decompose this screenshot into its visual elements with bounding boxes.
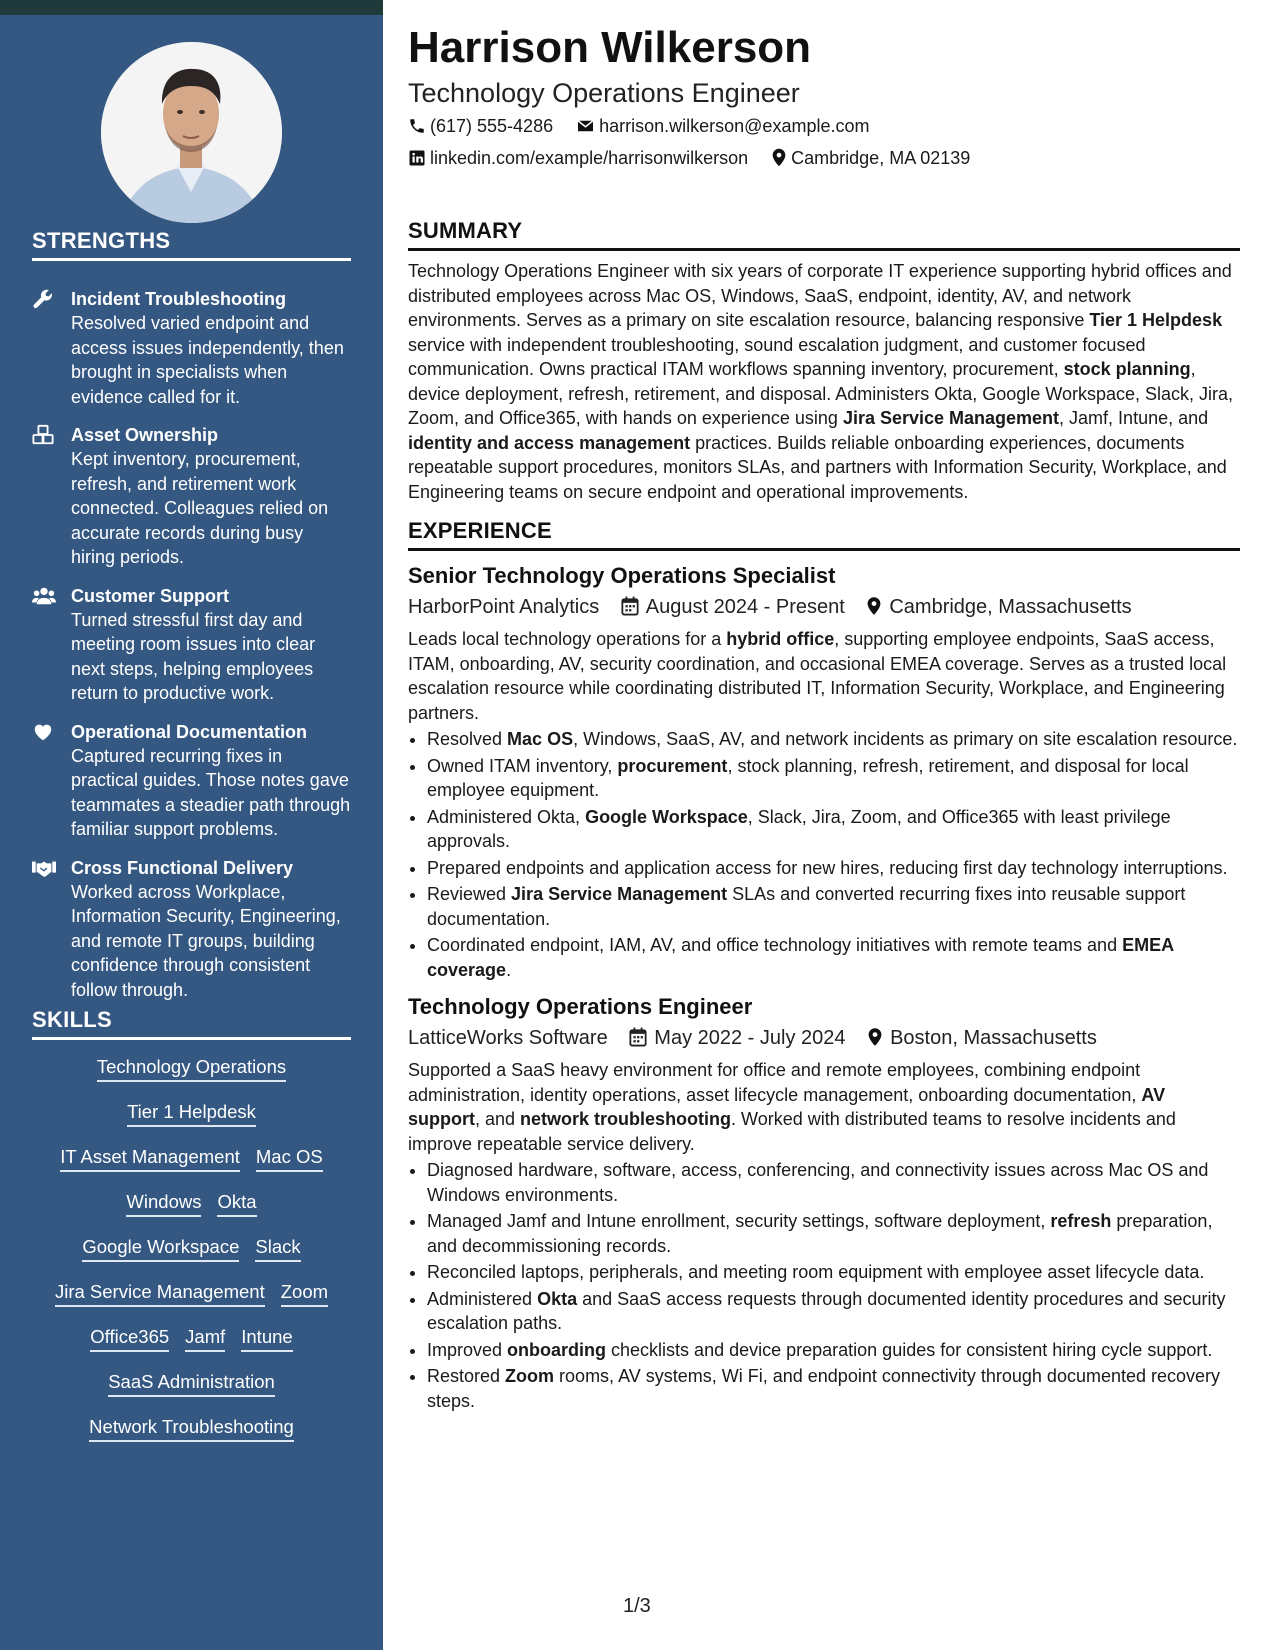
job-intro <box>408 627 1240 725</box>
phone-contact[interactable] <box>408 110 553 142</box>
skills-list <box>32 1056 351 1461</box>
text-segment: Supported a SaaS heavy environment for office and remote employees, combining endpoint administration, identity operations, asset lifecycle management, onboarding documentation, <box>408 1060 1142 1105</box>
text-segment: Administered <box>427 1288 538 1309</box>
strengths-list <box>32 287 352 1016</box>
contact-row-1 <box>408 110 1240 142</box>
text-segment: Managed Jamf and Intune enrollment, security settings, software deployment, <box>427 1211 1051 1231</box>
envelope-icon <box>576 117 595 135</box>
phone-text: (617) 555-4286 <box>430 116 554 136</box>
text-segment: and SaaS access requests through documented identity procedures and security escalation paths. <box>427 1288 1226 1333</box>
contact-row-2 <box>408 142 1240 174</box>
company-name: HarborPoint Analytics <box>408 596 600 618</box>
bullet-item <box>427 754 1240 803</box>
strength-title: Operational Documentation <box>71 721 308 742</box>
experience-heading: EXPERIENCE <box>408 518 1240 551</box>
calendar-icon <box>629 1027 647 1047</box>
job-dates <box>621 596 845 618</box>
emphasis-text: stock planning <box>1063 359 1191 379</box>
linkedin-icon <box>408 149 426 167</box>
text-segment: . <box>506 959 512 980</box>
skill-tag: Okta <box>217 1191 256 1217</box>
text-segment: rooms, AV systems, Wi Fi, and endpoint connectivity through documented recovery steps. <box>427 1366 1221 1411</box>
emphasis-text: identity and access management <box>408 432 691 453</box>
job-title: Senior Technology Operations Specialist <box>408 563 836 588</box>
summary-heading: SUMMARY <box>408 218 1240 251</box>
job-entry <box>408 561 1240 982</box>
strength-desc: Worked across Workplace, Information Security, Engineering, and remote IT groups, building confidence through consistent follow through. <box>71 881 341 1000</box>
skill-tag: Office365 <box>90 1326 169 1352</box>
strength-desc: Kept inventory, procurement, refresh, and retirement work connected. Colleagues relied on accurate records during busy hiring periods. <box>71 449 329 567</box>
map-pin-icon <box>866 596 882 616</box>
summary-text <box>408 259 1240 504</box>
job-bullets <box>408 727 1240 982</box>
wrench-icon <box>32 288 56 310</box>
bullet-item <box>427 1364 1240 1413</box>
job-dates <box>629 1027 845 1049</box>
job-location <box>866 596 1131 618</box>
emphasis-text: Okta <box>537 1288 578 1309</box>
strength-item <box>32 423 352 570</box>
strength-item <box>32 720 352 842</box>
location-text: Cambridge, MA 02139 <box>791 148 971 168</box>
phone-icon <box>408 117 426 135</box>
skill-tag: Slack <box>255 1236 300 1262</box>
skill-tag: Windows <box>126 1191 201 1217</box>
text-segment: , Windows, SaaS, AV, and network incidents as primary on site escalation resource. <box>573 729 1238 749</box>
skills-heading: SKILLS <box>32 1007 351 1040</box>
job-meta <box>408 591 1240 623</box>
text-segment: , and <box>475 1109 521 1129</box>
job-intro <box>408 1058 1240 1156</box>
emphasis-text: refresh <box>1050 1211 1112 1231</box>
text-segment: Diagnosed hardware, software, access, conferencing, and connectivity issues across Mac OS and Windows environments. <box>427 1160 1209 1205</box>
strength-item <box>32 287 352 409</box>
bullet-item <box>427 1260 1240 1285</box>
emphasis-text: Jira Service Management <box>842 408 1060 428</box>
text-segment: Resolved <box>427 729 508 749</box>
text-segment: Reconciled laptops, peripherals, and meeting room equipment with employee asset lifecycle data. <box>427 1262 1205 1282</box>
sidebar-top-band <box>0 0 383 15</box>
bullet-item <box>427 1287 1240 1336</box>
text-segment: , Jamf, Intune, and <box>1059 408 1209 428</box>
strength-item <box>32 584 352 706</box>
map-pin-icon <box>771 148 787 167</box>
text-segment: Administered Okta, <box>427 806 586 827</box>
skill-tag: Jamf <box>185 1326 225 1352</box>
text-segment: checklists and device preparation guides for consistent hiring cycle support. <box>606 1339 1213 1360</box>
strength-item <box>32 856 352 1003</box>
strength-title: Cross Functional Delivery <box>71 857 294 878</box>
skill-tag: Zoom <box>281 1281 328 1307</box>
bullet-item <box>427 1209 1240 1258</box>
emphasis-text: Jira Service Management <box>511 884 728 904</box>
text-segment: . Worked with distributed teams to resolve incidents and improve repeatable service delivery. <box>408 1109 1176 1154</box>
text-segment: , supporting employee endpoints, SaaS access, ITAM, onboarding, AV, security coordination, and occasional EMEA coverage. Serves as a trusted local escalation resource while coordinating distributed IT, Information Security, Workplace, and Engineering partners. <box>408 629 1227 723</box>
location-contact <box>771 142 970 174</box>
job-title: Technology Operations Engineer <box>408 994 753 1019</box>
profile-photo <box>101 42 282 223</box>
text-segment: , stock planning, refresh, retirement, and disposal for local employee equipment. <box>427 755 1189 800</box>
job-location-text: Cambridge, Massachusetts <box>889 596 1132 618</box>
strength-desc: Captured recurring fixes in practical guides. Those notes gave teammates a steadier path through familiar support problems. <box>71 745 351 839</box>
bullet-item <box>427 933 1240 982</box>
job-entry <box>408 992 1240 1413</box>
skill-tag: Intune <box>241 1326 292 1352</box>
strength-title: Asset Ownership <box>71 425 219 445</box>
emphasis-text: EMEA coverage <box>427 935 1174 980</box>
bullet-item <box>427 1338 1240 1363</box>
text-segment: Improved <box>427 1339 508 1360</box>
emphasis-text: Mac OS <box>507 729 574 749</box>
page-number: 1/3 <box>623 1595 651 1617</box>
calendar-icon <box>621 596 639 616</box>
skill-tag: IT Asset Management <box>60 1146 240 1172</box>
emphasis-text: Google Workspace <box>585 806 748 827</box>
strength-desc: Resolved varied endpoint and access issues independently, then brought in specialists when evidence called for it. <box>71 313 344 407</box>
emphasis-text: Zoom <box>505 1366 555 1386</box>
text-segment: Owned ITAM inventory, <box>427 755 618 776</box>
text-segment: , Slack, Jira, Zoom, and Office365 with least privilege approvals. <box>427 806 1171 851</box>
linkedin-contact[interactable] <box>408 142 748 174</box>
bullet-item <box>427 856 1240 881</box>
text-segment: Reviewed <box>427 884 512 904</box>
job-dates-text: May 2022 - July 2024 <box>654 1027 846 1049</box>
handshake-icon <box>32 857 56 879</box>
bullet-item <box>427 727 1240 752</box>
job-bullets <box>408 1158 1240 1413</box>
skill-tag: Technology Operations <box>97 1056 286 1082</box>
main-content <box>408 20 1240 1415</box>
strength-desc: Turned stressful first day and meeting room issues into clear next steps, helping employees return to productive work. <box>71 609 316 703</box>
job-meta <box>408 1022 1240 1054</box>
candidate-name: Harrison Wilkerson <box>408 23 812 72</box>
company-name: LatticeWorks Software <box>408 1027 608 1049</box>
text-segment: Coordinated endpoint, IAM, AV, and office technology initiatives with remote teams and <box>427 935 1123 955</box>
strengths-heading: STRENGTHS <box>32 228 351 261</box>
skill-tag: Mac OS <box>256 1146 323 1172</box>
job-dates-text: August 2024 - Present <box>645 596 845 618</box>
bullet-item <box>427 805 1240 854</box>
email-contact[interactable] <box>576 110 869 142</box>
text-segment: Leads local technology operations for a <box>408 629 727 649</box>
job-location <box>867 1027 1097 1049</box>
text-segment: Prepared endpoints and application access for new hires, reducing first day technology interruptions. <box>427 857 1228 878</box>
text-segment: Technology Operations Engineer with six years of corporate IT experience supporting hybrid offices and distributed employees across Mac OS, Windows, SaaS, endpoint, identity, AV, and network environments. Serves as a primary on site escalation resource, balancing responsive <box>408 261 1232 330</box>
strength-title: Customer Support <box>71 585 230 606</box>
skill-tag: Google Workspace <box>82 1236 239 1262</box>
email-text: harrison.wilkerson@example.com <box>599 116 870 136</box>
heart-icon <box>32 721 56 743</box>
users-icon <box>32 585 56 607</box>
emphasis-text: AV support <box>408 1084 1166 1129</box>
strength-title: Incident Troubleshooting <box>71 289 286 309</box>
text-segment: , device deployment, refresh, retirement, and disposal. Administers Okta, Google Workspace, Slack, Jira, Zoom, and Office365, with hands on experience using <box>408 359 1234 428</box>
skill-tag: Jira Service Management <box>55 1281 265 1307</box>
job-location-text: Boston, Massachusetts <box>890 1027 1097 1049</box>
emphasis-text: procurement <box>617 755 728 776</box>
skill-tag: Tier 1 Helpdesk <box>127 1101 256 1127</box>
map-pin-icon <box>867 1027 883 1047</box>
text-segment: service with independent troubleshooting, sound escalation judgment, and customer focused communication. Owns practical ITAM workflows spanning inventory, procurement, <box>408 334 1146 379</box>
text-segment: Restored <box>427 1366 506 1386</box>
candidate-title: Technology Operations Engineer <box>408 78 800 108</box>
emphasis-text: Tier 1 Helpdesk <box>1089 310 1223 330</box>
skill-tag: SaaS Administration <box>108 1371 275 1397</box>
boxes-icon <box>32 424 56 446</box>
text-segment: SLAs and converted recurring fixes into reusable support documentation. <box>427 884 1186 929</box>
text-segment: practices. Builds reliable onboarding experiences, documents repeatable support procedures, monitors SLAs, and partners with Information Security, Workplace, and Engineering teams on secure endpoint and operational improvements. <box>408 432 1227 502</box>
emphasis-text: network troubleshooting <box>520 1109 732 1129</box>
emphasis-text: onboarding <box>507 1339 607 1360</box>
sidebar <box>0 15 383 1650</box>
text-segment: preparation, and decommissioning records. <box>427 1211 1213 1256</box>
bullet-item <box>427 882 1240 931</box>
skill-tag: Network Troubleshooting <box>89 1416 294 1442</box>
bullet-item <box>427 1158 1240 1207</box>
linkedin-text: linkedin.com/example/harrisonwilkerson <box>430 148 749 168</box>
emphasis-text: hybrid office <box>726 629 835 649</box>
